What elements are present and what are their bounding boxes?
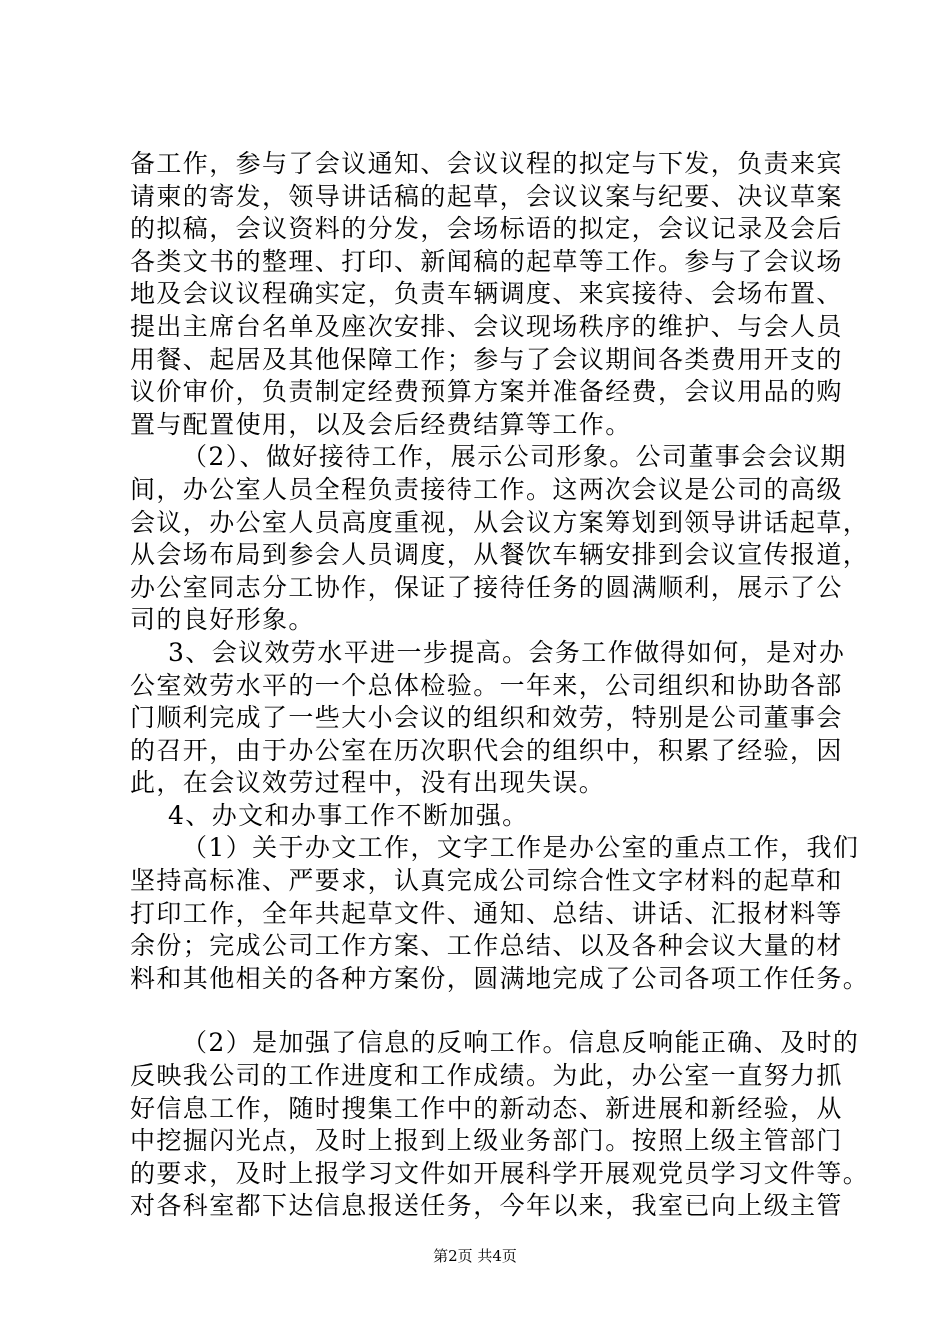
paragraph <box>130 637 846 800</box>
text-line: 对各科室都下达信息报送任务，今年以来，我室已向上级主管 <box>130 1191 843 1221</box>
text-line: （2）、做好接待工作，展示公司形象。公司董事会会议期 <box>182 442 847 472</box>
text-line: 余份；完成公司工作方案、工作总结、以及各种会议大量的材 <box>130 931 843 961</box>
page-footer <box>0 1245 950 1266</box>
document-body <box>130 148 870 1223</box>
text-line: 议价审价，负责制定经费预算方案并准备经费，会议用品的购 <box>130 377 843 407</box>
text-line: 地及会议议程确实定，负责车辆调度、来宾接待、会场布置、 <box>130 279 843 309</box>
text-line: 公室效劳水平的一个总体检验。一年来，公司组织和协助各部 <box>130 670 843 700</box>
paragraph <box>130 148 843 441</box>
text-line: 门顺利完成了一些大小会议的组织和效劳，特别是公司董事会 <box>130 703 843 733</box>
paragraph <box>130 1027 870 1223</box>
paragraph-gap <box>130 995 830 1027</box>
paragraph <box>130 800 830 833</box>
text-line: （1）关于办文工作，文字工作是办公室的重点工作，我们 <box>182 833 860 863</box>
text-line: 4、办文和办事工作不断加强。 <box>168 800 529 830</box>
text-line: 请柬的寄发，领导讲话稿的起草，会议议案与纪要、决议草案 <box>130 181 843 211</box>
page-number: 第2页 共4页 <box>433 1247 517 1265</box>
text-line: 置与配置使用，以及会后经费结算等工作。 <box>130 409 632 439</box>
text-line: 反映我公司的工作进度和工作成绩。为此，办公室一直努力抓 <box>130 1061 843 1091</box>
text-line: 料和其他相关的各种方案份，圆满地完成了公司各项工作任务。 <box>130 963 870 993</box>
paragraph <box>130 441 870 637</box>
text-line: 备工作，参与了会议通知、会议议程的拟定与下发，负责来宾 <box>130 149 843 178</box>
text-line: 用餐、起居及其他保障工作；参与了会议期间各类费用开支的 <box>130 344 843 374</box>
text-line: 提出主席台名单及座次安排、会议现场秩序的维护、与会人员 <box>130 311 843 341</box>
text-line: 的拟稿，会议资料的分发，会场标语的拟定，会议记录及会后 <box>130 214 843 244</box>
text-line: 会议，办公室人员高度重视，从会议方案筹划到领导讲话起草， <box>130 507 870 537</box>
text-line: 的要求，及时上报学习文件如开展科学开展观党员学习文件等。 <box>130 1158 870 1188</box>
text-line: 的召开，由于办公室在历次职代会的组织中，积累了经验，因 <box>130 735 843 765</box>
text-line: 好信息工作，随时搜集工作中的新动态、新进展和新经验，从 <box>130 1093 843 1123</box>
text-line: 坚持高标准、严要求，认真完成公司综合性文字材料的起草和 <box>130 866 843 896</box>
text-line: 间，办公室人员全程负责接待工作。这两次会议是公司的高级 <box>130 474 843 504</box>
text-line: 3、会议效劳水平进一步提高。会务工作做得如何，是对办 <box>168 637 846 667</box>
text-line: （2）是加强了信息的反响工作。信息反响能正确、及时的 <box>182 1028 860 1058</box>
text-line: 中挖掘闪光点，及时上报到上级业务部门。按照上级主管部门 <box>130 1126 843 1156</box>
text-line: 打印工作，全年共起草文件、通知、总结、讲话、汇报材料等 <box>130 898 843 928</box>
paragraph <box>130 832 870 995</box>
text-line: 办公室同志分工协作，保证了接待任务的圆满顺利，展示了公 <box>130 572 843 602</box>
text-line: 从会场布局到参会人员调度，从餐饮车辆安排到会议宣传报道， <box>130 540 870 570</box>
text-line: 此，在会议效劳过程中，没有出现失误。 <box>130 768 606 798</box>
text-line: 各类文书的整理、打印、新闻稿的起草等工作。参与了会议场 <box>130 246 843 276</box>
text-line: 司的良好形象。 <box>130 605 315 635</box>
